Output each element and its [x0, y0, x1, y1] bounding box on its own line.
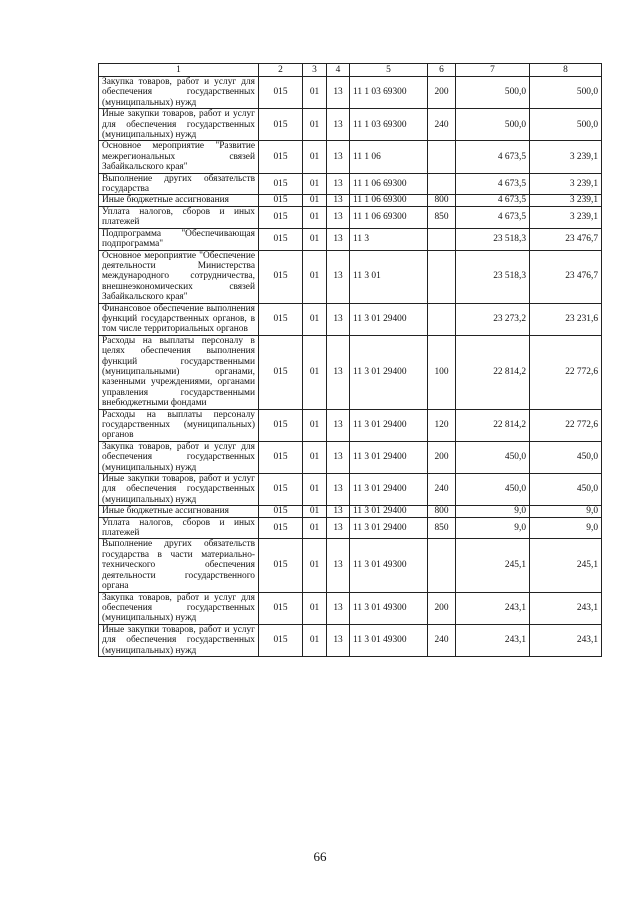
section-code-cell: 01 — [303, 303, 327, 335]
amount-col7-cell: 22 814,2 — [456, 335, 530, 409]
table-row — [99, 506, 602, 517]
section-code-cell: 01 — [303, 173, 327, 195]
section-code-cell: 01 — [303, 141, 327, 173]
expense-name-cell: Закупка товаров, работ и услуг для обеспечения государственных (муниципальных) нужд — [99, 77, 259, 109]
expense-type-cell — [428, 141, 456, 173]
target-article-cell: 11 3 01 49300 — [350, 539, 428, 592]
target-article-cell: 11 3 01 49300 — [350, 624, 428, 656]
table-row — [99, 250, 602, 303]
section-code-cell: 01 — [303, 474, 327, 506]
section-code-cell: 01 — [303, 335, 327, 409]
section-code-cell: 01 — [303, 517, 327, 539]
header-cell-6: 6 — [428, 64, 456, 77]
amount-col7-cell: 245,1 — [456, 539, 530, 592]
ministry-code-cell: 015 — [259, 506, 303, 517]
expense-type-cell: 800 — [428, 506, 456, 517]
amount-col8-cell: 23 476,7 — [530, 250, 602, 303]
subsection-code-cell: 13 — [327, 195, 350, 206]
section-code-cell: 01 — [303, 109, 327, 141]
section-code-cell: 01 — [303, 206, 327, 228]
table-row — [99, 592, 602, 624]
header-cell-5: 5 — [350, 64, 428, 77]
section-code-cell: 01 — [303, 506, 327, 517]
ministry-code-cell: 015 — [259, 228, 303, 250]
header-cell-7: 7 — [456, 64, 530, 77]
ministry-code-cell: 015 — [259, 335, 303, 409]
table-header-row — [99, 64, 602, 77]
amount-col8-cell: 3 239,1 — [530, 195, 602, 206]
section-code-cell: 01 — [303, 77, 327, 109]
section-code-cell: 01 — [303, 228, 327, 250]
amount-col8-cell: 23 476,7 — [530, 228, 602, 250]
amount-col7-cell: 500,0 — [456, 77, 530, 109]
expense-name-cell: Расходы на выплаты персоналу в целях обеспечения выполнения функций государственными (муниципальными) органами, казенными учреждениями, органами управления государственными внебюджетными фондами — [99, 335, 259, 409]
table-row — [99, 474, 602, 506]
expense-type-cell: 240 — [428, 624, 456, 656]
amount-col7-cell: 23 518,3 — [456, 250, 530, 303]
table-row — [99, 624, 602, 656]
expense-name-cell: Иные закупки товаров, работ и услуг для обеспечения государственных (муниципальных) нужд — [99, 474, 259, 506]
expense-name-cell: Иные закупки товаров, работ и услуг для обеспечения государственных (муниципальных) нужд — [99, 109, 259, 141]
amount-col8-cell: 500,0 — [530, 109, 602, 141]
table-row — [99, 539, 602, 592]
expense-type-cell: 200 — [428, 77, 456, 109]
target-article-cell: 11 3 01 — [350, 250, 428, 303]
target-article-cell: 11 3 01 29400 — [350, 474, 428, 506]
subsection-code-cell: 13 — [327, 409, 350, 441]
table-row — [99, 195, 602, 206]
header-cell-8: 8 — [530, 64, 602, 77]
amount-col8-cell: 3 239,1 — [530, 141, 602, 173]
subsection-code-cell: 13 — [327, 77, 350, 109]
subsection-code-cell: 13 — [327, 206, 350, 228]
expense-name-cell: Расходы на выплаты персоналу государственных (муниципальных) органов — [99, 409, 259, 441]
target-article-cell: 11 3 01 29400 — [350, 441, 428, 473]
amount-col7-cell: 243,1 — [456, 592, 530, 624]
subsection-code-cell: 13 — [327, 335, 350, 409]
amount-col8-cell: 23 231,6 — [530, 303, 602, 335]
amount-col7-cell: 9,0 — [456, 506, 530, 517]
budget-table — [98, 63, 602, 657]
expense-type-cell: 100 — [428, 335, 456, 409]
subsection-code-cell: 13 — [327, 624, 350, 656]
subsection-code-cell: 13 — [327, 539, 350, 592]
expense-type-cell — [428, 303, 456, 335]
subsection-code-cell: 13 — [327, 250, 350, 303]
table-row — [99, 206, 602, 228]
subsection-code-cell: 13 — [327, 303, 350, 335]
amount-col8-cell: 450,0 — [530, 441, 602, 473]
ministry-code-cell: 015 — [259, 250, 303, 303]
amount-col8-cell: 243,1 — [530, 624, 602, 656]
expense-type-cell: 850 — [428, 206, 456, 228]
expense-type-cell — [428, 539, 456, 592]
section-code-cell: 01 — [303, 539, 327, 592]
amount-col7-cell: 4 673,5 — [456, 173, 530, 195]
expense-name-cell: Финансовое обеспечение выполнения функций государственных органов, в том числе территориальных органов — [99, 303, 259, 335]
target-article-cell: 11 1 06 69300 — [350, 206, 428, 228]
ministry-code-cell: 015 — [259, 624, 303, 656]
amount-col8-cell: 9,0 — [530, 506, 602, 517]
table-row — [99, 77, 602, 109]
subsection-code-cell: 13 — [327, 506, 350, 517]
expense-type-cell: 800 — [428, 195, 456, 206]
table-body — [99, 77, 602, 657]
expense-type-cell: 200 — [428, 441, 456, 473]
expense-name-cell: Иные бюджетные ассигнования — [99, 506, 259, 517]
target-article-cell: 11 1 06 — [350, 141, 428, 173]
expense-type-cell: 200 — [428, 592, 456, 624]
table-row — [99, 409, 602, 441]
expense-type-cell: 240 — [428, 109, 456, 141]
expense-name-cell: Основное мероприятие "Развитие межрегиональных связей Забайкальского края" — [99, 141, 259, 173]
subsection-code-cell: 13 — [327, 109, 350, 141]
target-article-cell: 11 3 01 29400 — [350, 303, 428, 335]
ministry-code-cell: 015 — [259, 303, 303, 335]
ministry-code-cell: 015 — [259, 539, 303, 592]
section-code-cell: 01 — [303, 592, 327, 624]
subsection-code-cell: 13 — [327, 141, 350, 173]
expense-type-cell — [428, 228, 456, 250]
expense-name-cell: Иные закупки товаров, работ и услуг для обеспечения государственных (муниципальных) нужд — [99, 624, 259, 656]
header-cell-3: 3 — [303, 64, 327, 77]
ministry-code-cell: 015 — [259, 474, 303, 506]
section-code-cell: 01 — [303, 250, 327, 303]
expense-name-cell: Уплата налогов, сборов и иных платежей — [99, 206, 259, 228]
target-article-cell: 11 3 01 29400 — [350, 517, 428, 539]
ministry-code-cell: 015 — [259, 517, 303, 539]
expense-type-cell: 240 — [428, 474, 456, 506]
table-row — [99, 441, 602, 473]
expense-name-cell: Основное мероприятие "Обеспечение деятельности Министерства международного сотрудничества, внешнеэкономических связей Забайкальского края" — [99, 250, 259, 303]
table-row — [99, 228, 602, 250]
subsection-code-cell: 13 — [327, 517, 350, 539]
target-article-cell: 11 3 01 29400 — [350, 506, 428, 517]
amount-col7-cell: 4 673,5 — [456, 141, 530, 173]
expense-name-cell: Выполнение других обязательств государства — [99, 173, 259, 195]
expense-name-cell: Уплата налогов, сборов и иных платежей — [99, 517, 259, 539]
amount-col8-cell: 9,0 — [530, 517, 602, 539]
expense-type-cell — [428, 173, 456, 195]
header-cell-1: 1 — [99, 64, 259, 77]
section-code-cell: 01 — [303, 441, 327, 473]
section-code-cell: 01 — [303, 624, 327, 656]
ministry-code-cell: 015 — [259, 173, 303, 195]
amount-col7-cell: 450,0 — [456, 474, 530, 506]
amount-col8-cell: 3 239,1 — [530, 206, 602, 228]
amount-col7-cell: 23 518,3 — [456, 228, 530, 250]
ministry-code-cell: 015 — [259, 592, 303, 624]
target-article-cell: 11 1 06 69300 — [350, 195, 428, 206]
amount-col7-cell: 9,0 — [456, 517, 530, 539]
expense-name-cell: Закупка товаров, работ и услуг для обеспечения государственных (муниципальных) нужд — [99, 441, 259, 473]
subsection-code-cell: 13 — [327, 173, 350, 195]
ministry-code-cell: 015 — [259, 195, 303, 206]
expense-type-cell: 120 — [428, 409, 456, 441]
expense-name-cell: Закупка товаров, работ и услуг для обеспечения государственных (муниципальных) нужд — [99, 592, 259, 624]
ministry-code-cell: 015 — [259, 409, 303, 441]
section-code-cell: 01 — [303, 195, 327, 206]
target-article-cell: 11 1 03 69300 — [350, 109, 428, 141]
amount-col7-cell: 4 673,5 — [456, 206, 530, 228]
table-row — [99, 173, 602, 195]
target-article-cell: 11 3 01 29400 — [350, 409, 428, 441]
amount-col7-cell: 22 814,2 — [456, 409, 530, 441]
amount-col8-cell: 22 772,6 — [530, 335, 602, 409]
ministry-code-cell: 015 — [259, 109, 303, 141]
subsection-code-cell: 13 — [327, 441, 350, 473]
header-cell-4: 4 — [327, 64, 350, 77]
subsection-code-cell: 13 — [327, 474, 350, 506]
expense-name-cell: Выполнение других обязательств государства в части материально-технического обеспечения деятельности государственного органа — [99, 539, 259, 592]
table-row — [99, 141, 602, 173]
amount-col8-cell: 22 772,6 — [530, 409, 602, 441]
ministry-code-cell: 015 — [259, 206, 303, 228]
table-row — [99, 517, 602, 539]
ministry-code-cell: 015 — [259, 441, 303, 473]
page-number: 66 — [313, 849, 327, 864]
amount-col7-cell: 243,1 — [456, 624, 530, 656]
amount-col8-cell: 500,0 — [530, 77, 602, 109]
amount-col8-cell: 245,1 — [530, 539, 602, 592]
target-article-cell: 11 3 01 49300 — [350, 592, 428, 624]
expense-type-cell — [428, 250, 456, 303]
amount-col7-cell: 4 673,5 — [456, 195, 530, 206]
table-row — [99, 335, 602, 409]
target-article-cell: 11 1 06 69300 — [350, 173, 428, 195]
header-cell-2: 2 — [259, 64, 303, 77]
expense-name-cell: Иные бюджетные ассигнования — [99, 195, 259, 206]
table-row — [99, 303, 602, 335]
table-row — [99, 109, 602, 141]
target-article-cell: 11 3 — [350, 228, 428, 250]
amount-col7-cell: 23 273,2 — [456, 303, 530, 335]
amount-col8-cell: 3 239,1 — [530, 173, 602, 195]
amount-col7-cell: 450,0 — [456, 441, 530, 473]
target-article-cell: 11 1 03 69300 — [350, 77, 428, 109]
amount-col8-cell: 243,1 — [530, 592, 602, 624]
expense-type-cell: 850 — [428, 517, 456, 539]
target-article-cell: 11 3 01 29400 — [350, 335, 428, 409]
section-code-cell: 01 — [303, 409, 327, 441]
amount-col8-cell: 450,0 — [530, 474, 602, 506]
expense-name-cell: Подпрограмма "Обеспечивающая подпрограмма" — [99, 228, 259, 250]
ministry-code-cell: 015 — [259, 141, 303, 173]
amount-col7-cell: 500,0 — [456, 109, 530, 141]
ministry-code-cell: 015 — [259, 77, 303, 109]
subsection-code-cell: 13 — [327, 228, 350, 250]
subsection-code-cell: 13 — [327, 592, 350, 624]
